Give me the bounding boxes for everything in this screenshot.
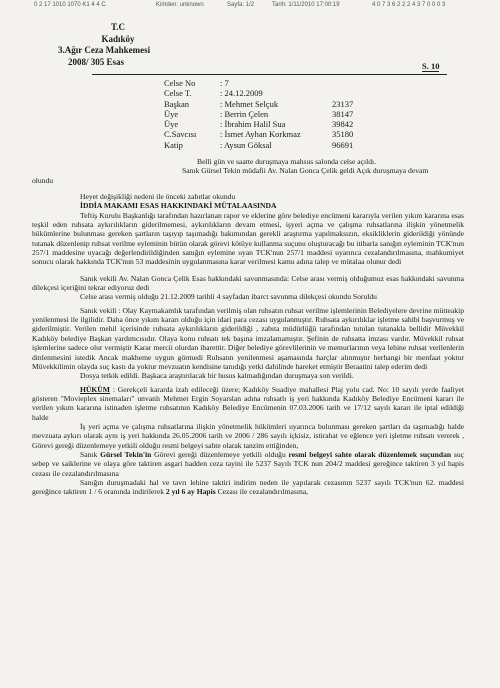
header-divider [92, 74, 447, 75]
document-body [32, 192, 464, 497]
verdict-paragraph: HÜKÜM : Gerekçeli kararda izah edileceği üzere; Kadıköy Suadiye mahallesi Plaj yolu cad. No: 10 sayılı yerde faaliyet gösteren "Movieplex sinemaları" unvanlı Mehmet Ergin Soyarslan adına ruhsatlı iş yeri hakkında Kadıköy Belediye Encümeni kararı ile verilen yıkım kararına istinaden işletme ruhsatının Kadıköy Belediye Encümenin 07.03.2006 tarih ve 17/12 sayılı kararı ile iptal edildiği halde [32, 384, 464, 422]
fax-right-code: 4 0 7 3 6 2 2 2 4 3 7 0 0 0 3 [372, 2, 446, 8]
intro-line: Belli gün ve saatte duruşmaya mahsus salonda celse açıldı. [197, 157, 377, 166]
document-page: 0 2 17 1010 1070 K1 4 4 C Kimden: unknown Sayfa: 1/2 Tarih: 1/11/2010 17:00:19 4 0 7 3 6 2 2 2 4 3 7 0 0 0 3 T.C Kadıköy 3.Ağır Ceza Mahkemesi 2008/ 305 Esas S. 10 Celse No : 7 Celse T. : 24.12.2009 Başkan : Mehmet Selçuk 23137 Üye : Berrin Çelen 38147 Üye : İbrahim Halil Sua 39842 C.Savcısı : İsmet Ayhan Korkmaz 35180 Katip : Aysun Göksal 96691 Belli gün ve saatte duruşmaya mahsus salonda celse açıldı. Sanık Gürsel Tekin müdafii Av. Nalan Gonca Çelik geldi Açık duruşmaya devam olundu Heyet değişikliği nedeni ile önceki zabıtlar okundu İDDİA MAKAMI ESAS HAKKINDAKİ MÜTALAASINDA Teftiş Kurulu Başkanlığı tarafından hazırlanan rapor ve eklerine göre belediye encümeni kararıyla verilen yıkım kararına esas teşkil eden ruhsata aykırılıkların giderilmemesi, aykırılıkların devam etmesi, işyeri açma ve çalışma ruhsatlarına ilişkin yönetmelik hükümlerine bulunması gereken şartların taşıyıp taşımadığı bakımından gerekli araştırma yapılmaksızın, eksikliklerin giderildiği yönünde tutanak düzenlenip ruhsat verilme eyleminin bütün olarak görevi kötüye kullanma suçunu oluşturacağı bu itibarla sanığın eyleminin TCK'nun 257/1 maddesine uyacağı değerlendirildiğinden sanığın eylemine uyan TCK'nun 257/1 maddesi uyarınca cezalandırılmasına, mahkumiyet sonucu olarak hakkında TCK'nun 53 maddesinin uygulanmasına karar verilmesi kamu adına talep ve mütalaa olunur dedi Sanık vekili Av. Nalan Gonca Çelik Esas hakkındaki savunmasında: Celse arası vermiş olduğumuz esas hakkındaki savunma dilekçesi içeriğini tekrar ediyoruz dedi Celse arası vermiş olduğu 21.12.2009 tarihli 4 sayfadan ibarct savunma dilekçesi okundu Soruldu Sanık vekili : Olay Kaymakamlık tarafından verilmiş olan ruhsatın ruhsat verilme işlemlerinin Belediyelere devrine mütteakip yenilenmesi ile ilgilidir. Daha önce yıkım kararı olduğu için idari para cezası uygulanmıştır. Ruhsata aykırılıklar işletme sahibi başvurmuş ve giderilmiştir. Verilen mehil içerisinde ruhsata aykırılıkların giderildiği , zabıta müdürlüğü tarafından tutulan tutanakla bellidir Müvekkil Kadıköy belediye Başkan yardımcısıdır. Olaya konu ruhsatı tek başına imzalamamıştır. Şefinin de ruhsatta imzası vardır. Müvekkil ruhsat işlemlerine sadece olur vermiştir Karar mercii olurdan ibarettir. Diğer belediye görevlilerinin ve memurlarının veya lehine ruhsat verilenlerin dinlenmesini istedik Ancak makheme uygun görmedi Ruhsatın yenilenmesi aşamasında harçlar alınmıştır herhangi bir menfaat yoktur Müvekkilimin olayda suç kastı da yoktur mevzuatın kendisine tanıdığı yetki dahilinde hareket etmiştir Beraatini talep ederim dedi Dosya tetkik edildi. Başkaca araştırılacak bir husus kalmadığından duruşmaya son verildi. HÜKÜM : Gerekçeli kararda izah edileceği üzere; Kadıköy Suadiye mahallesi Plaj yolu cad. No: 10 sayılı yerde faaliyet gösteren "Movieplex sinemaları" unvanlı Mehmet Ergin Soyarslan adına ruhsatlı iş yeri hakkında Kadıköy Belediye Encümeni kararı ile verilen yıkım kararına istinaden işletme ruhsatının Kadıköy Belediye Encümenin 07.03.2006 tarih ve 17/12 sayılı kararı ile iptal edildiği halde İş yeri açma ve çalışma ruhsatlarına ilişkin yönetmelik hükümleri uyarınca bulunması gereken şartları da taşımadığı halde mevzuata aykırı olarak aynı iş yeri hakkında 26.05.2006 tarih ve 2006 / 286 sayılı içkisiz, istirahat ve eğlence yeri işletme ruhsatı vererek , Görevi gereği düzenlemeye yetkili olduğu resmi belgeyi sahte olarak tanzim ettiğinden, Sanık Gürsel Tekin'in Görevi gereği düzenlemeye yetkili olduğu resmi belgeyi sahte olarak düzenlemek suçundan suç sebep ve saiklerine ve olaya göre taktiren asgari hadden ceza tayini ile 5237 Sayılı TCK nun 204/2 maddesi gereğince taktiren 3 yıl hapis cezası ile cezalandırılmasına Sanığın duruşmadaki hal ve tavrı lehine taktiri indirim neden ile yapılarak cezasının 5237 sayılı TCK'nun 62. maddesi gereğince taktiren 1 / 6 oranında indirilerek 2 yıl 6 ay Hapis Cezası ile cezalandırılmasına, [0, 0, 500, 688]
fax-header [0, 0, 500, 12]
verdict-label: HÜKÜM [80, 384, 110, 394]
intro-text [32, 157, 464, 185]
paragraph: İş yeri açma ve çalışma ruhsatlarına ilişkin yönetmelik hükümleri uyarınca bulunması gereken şartları da taşımadığı halde mevzuata aykırı olarak aynı iş yeri hakkında 26.05.2006 tarih ve 2006 / 286 sayılı içkisiz, istirahat ve eğlence yeri işletme ruhsatı vererek , Görevi gereği düzenlemeye yetkili olduğu resmi belgeyi sahte olarak tanzim ettiğinden, [32, 421, 464, 450]
intro-line: olundu [32, 175, 54, 185]
fax-page: Sayfa: 1/2 [227, 2, 255, 8]
paragraph: Sanığın duruşmadaki hal ve tavrı lehine taktiri indirim neden ile yapılarak cezasının 5237 sayılı TCK'nun 62. maddesi gereğince taktiren 1 / 6 oranında indirilerek 2 yıl 6 ay Hapis Cezası ile cezalandırılmasına, [32, 477, 464, 497]
court-header [58, 22, 178, 68]
offense-name: resmi belgeyi sahte olarak düzenlemek suçundan [288, 449, 452, 459]
paragraph: Heyet değişikliği nedeni ile önceki zabıtlar okundu [80, 192, 236, 201]
paragraph: Sanık vekili : Olay Kaymakamlık tarafından verilmiş olan ruhsatın ruhsat verilme işlemlerinin Belediyelere devrine mütteakip yenilenmesi ile ilgilidir. Daha önce yıkım kararı olduğu için idari para cezası uygulanmıştır. Ruhsata aykırılıklar işletme sahibi başvurmuş ve giderilmiştir. Verilen mehil içerisinde ruhsata aykırılıkların giderildiği , zabıta müdürlüğü tarafından tutulan tutanakla bellidir Müvekkil Kadıköy belediye Başkan yardımcısıdır. Olaya konu ruhsatı tek başına imzalamamıştır. Şefinin de ruhsatta imzası vardır. Müvekkil ruhsat işlemlerine sadece olur vermiştir Karar mercii olurdan ibarettir. Diğer belediye görevlilerinin ve memurlarının veya lehine ruhsat verilenlerin dinlenmesini istedik Ancak makheme uygun görmedi Ruhsatın yenilenmesi aşamasında harçlar alınmıştır herhangi bir menfaat yoktur Müvekkilimin olayda suç kastı da yoktur mevzuatın kendisine tanıdığı yetki dahilinde hareket etmiştir Beraatini talep ederim dedi [32, 305, 464, 371]
page-number: S. 10 [422, 61, 440, 71]
section-heading: İDDİA MAKAMI ESAS HAKKINDAKİ MÜTALAASINDA [80, 201, 277, 211]
sentence: 2 yıl 6 ay Hapis [165, 487, 216, 497]
paragraph: Dosya tetkik edildi. Başkaca araştırılacak bir husus kalmadığından duruşmaya son verildi. [80, 371, 354, 381]
fax-from: Kimden: unknown [156, 2, 204, 8]
court-tc: T.C [110, 22, 126, 32]
paragraph: Sanık vekili Av. Nalan Gonca Çelik Esas hakkındaki savunmasında: Celse arası vermiş olduğumuz esas hakkındaki savunma dilekçesi içeriğini tekrar ediyoruz dedi [32, 273, 464, 293]
paragraph: Teftiş Kurulu Başkanlığı tarafından hazırlanan rapor ve eklerine göre belediye encümeni kararıyla verilen yıkım kararına esas teşkil eden ruhsata aykırılıkların giderilmemesi, aykırılıkların devam etmesi, işyeri açma ve çalışma ruhsatlarına ilişkin yönetmelik hükümlerine bulunması gereken şartların taşıyıp taşımadığı bakımından gerekli araştırma yapılmaksızın, eksikliklerin giderildiği yönünde tutanak düzenlenip ruhsat verilme eyleminin bütün olarak görevi kötüye kullanma suçunu oluşturacağı bu itibarla sanığın eyleminin TCK'nun 257/1 maddesine uyacağı değerlendirildiğinden sanığın eylemine uyan TCK'nun 257/1 maddesi uyarınca cezalandırılmasına, mahkumiyet sonucu olarak hakkında TCK'nun 53 maddesinin uygulanmasına karar verilmesi kamu adına talep ve mütalaa olunur dedi [32, 210, 464, 267]
paragraph: Sanık Gürsel Tekin'in Görevi gereği düzenlemeye yetkili olduğu resmi belgeyi sahte olarak düzenlemek suçundan suç sebep ve saiklerine ve olaya göre taktiren asgari hadden ceza tayini ile 5237 Sayılı TCK nun 204/2 maddesi gereğince taktiren 3 yıl hapis cezası ile cezalandırılmasına [32, 449, 464, 478]
intro-line: Sanık Gürsel Tekin müdafii Av. Nalan Gonca Çelik geldi Açık duruşmaya devam [182, 166, 429, 176]
paragraph: Celse arası vermiş olduğu 21.12.2009 tarihli 4 sayfadan ibarct savunma dilekçesi okundu Soruldu [80, 292, 377, 302]
court-city: Kadıköy [101, 33, 135, 44]
fax-date: Tarih: 1/11/2010 17:00:19 [272, 2, 340, 8]
court-name: 3.Ağır Ceza Mahkemesi [58, 45, 151, 55]
fax-left-code: 0 2 17 1010 1070 K1 4 4 C [34, 2, 106, 8]
court-esas: 2008/ 305 Esas [68, 56, 125, 67]
defendant-name: Gürsel Tekin'in [100, 449, 152, 459]
